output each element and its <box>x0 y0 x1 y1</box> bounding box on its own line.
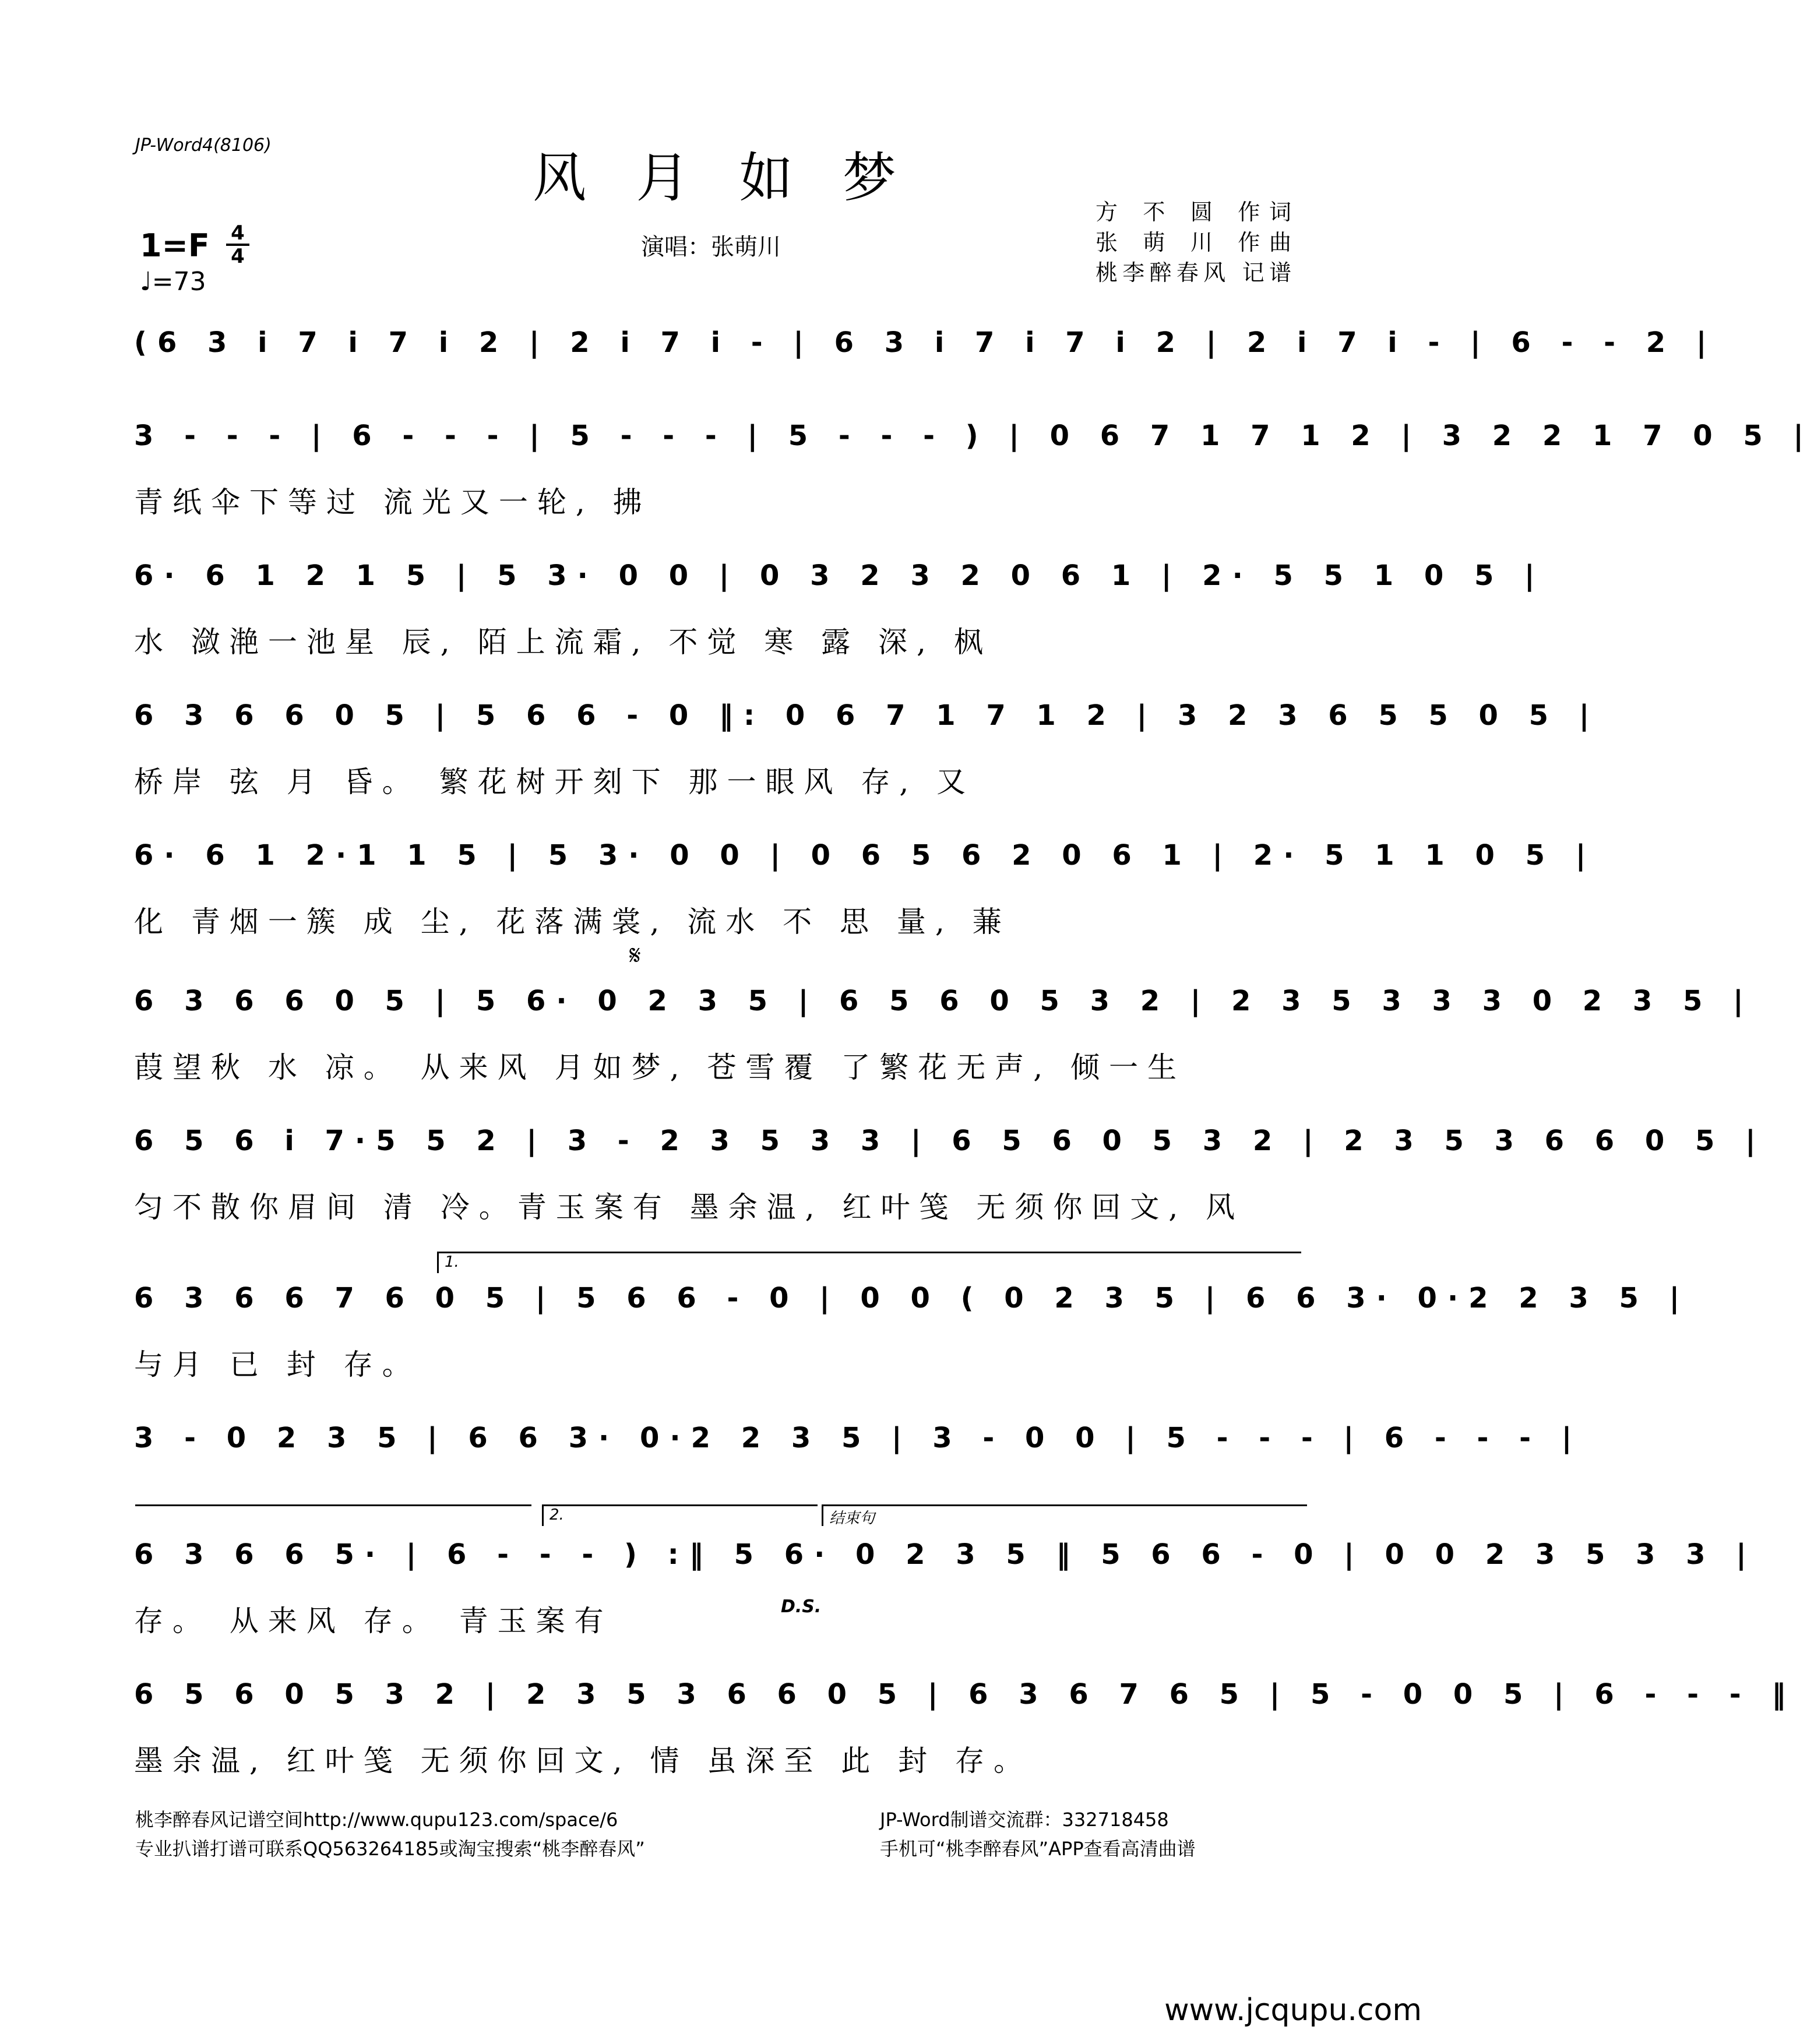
lyricist-credit: 方 不 圆 作词 <box>1096 199 1294 225</box>
transcriber-credit: 桃李醉春风 记谱 <box>1096 260 1294 286</box>
segno-mark: 𝄋 <box>629 939 641 971</box>
page-title: 风 月 如 梦 <box>533 147 913 209</box>
lyrics: 青纸伞下等过 流光又一轮, 拂 <box>134 485 651 519</box>
lyrics: 桥岸 弦 月 昏。 繁花树开刻下 那一眼风 存, 又 <box>134 765 975 799</box>
volta-first-continuation <box>135 1504 531 1506</box>
score-line-5 <box>134 839 1597 956</box>
footer-left <box>135 1805 645 1863</box>
watermark: www.jcqupu.com <box>1164 1993 1422 2028</box>
credits <box>1096 197 1294 288</box>
coda-ending <box>822 1504 1307 1526</box>
footer-right-line-2: 手机可“桃李醉春风”APP查看高清曲谱 <box>880 1838 1196 1860</box>
score-line-4 <box>134 699 1600 816</box>
notes: 6 3 6 6 7 6 0 5 | 5 6 6 - 0 | 0 0 ( 0 2 3 5 | 6 6 3· 0·2 2 3 5 | <box>134 1282 1690 1314</box>
singer-label: 演唱：张萌川 <box>641 234 781 260</box>
volta-first-ending <box>437 1252 1301 1273</box>
time-signature-top: 4 <box>231 221 245 245</box>
score-line-3 <box>134 559 1545 676</box>
footer-left-line-2: 专业扒谱打谱可联系QQ563264185或淘宝搜索“桃李醉春风” <box>135 1838 645 1860</box>
time-signature <box>226 221 249 268</box>
tempo-marking: ♩=73 <box>140 267 206 297</box>
notes: 6· 6 1 2 1 5 | 5 3· 0 0 | 0 3 2 3 2 0 6 1 | 2· 5 5 1 0 5 | <box>134 559 1545 592</box>
lyrics: 匀不散你眉间 清 冷。青玉案有 墨余温, 红叶笺 无须你回文, 风 <box>134 1190 1245 1224</box>
key-signature: 1=F <box>140 227 210 264</box>
notes: 6 3 6 6 0 5 | 5 6· 0 2 3 5 | 6 5 6 0 5 3 2 | 2 3 5 3 3 3 0 2 3 5 | <box>134 985 1754 1017</box>
footer-right-line-1: JP-Word制谱交流群：332718458 <box>880 1809 1169 1831</box>
time-signature-bottom: 4 <box>231 245 245 268</box>
lyrics: 葭望秋 水 凉。 从来风 月如梦, 苍雪覆 了繁花无声, 倾一生 <box>134 1051 1186 1084</box>
score-line-2 <box>134 420 1814 536</box>
volta-second-ending <box>542 1504 818 1526</box>
notes: 3 - - - | 6 - - - | 5 - - - | 5 - - - ) | 0 6 7 1 7 1 2 | 3 2 2 1 7 0 5 | <box>134 420 1814 452</box>
lyrics: 化 青烟一簇 成 尘, 花落满裳, 流水 不 思 量, 蒹 <box>134 905 1011 939</box>
notes: 6 5 6 i 7·5 5 2 | 3 - 2 3 5 3 3 | 6 5 6 0 5 3 2 | 2 3 5 3 6 6 0 5 | <box>134 1125 1766 1157</box>
volta-first-label: 1. <box>445 1253 459 1271</box>
notes: 3 - 0 2 3 5 | 6 6 3· 0·2 2 3 5 | 3 - 0 0 | 5 - - - | 6 - - - | <box>134 1422 1583 1454</box>
score-line-11 <box>134 1678 1797 1795</box>
lyrics: 水 潋滟一池星 辰, 陌上流霜, 不觉 寒 露 深, 枫 <box>134 625 992 659</box>
ds-marking: D.S. <box>781 1597 822 1617</box>
score-line-10 <box>134 1538 1757 1655</box>
score-line-8 <box>134 1282 1690 1398</box>
notes: 6 5 6 0 5 3 2 | 2 3 5 3 6 6 0 5 | 6 3 6 7 6 5 | 5 - 0 0 5 | 6 - - - ‖ <box>134 1678 1797 1711</box>
volta-second-label: 2. <box>550 1506 564 1524</box>
lyrics: 墨余温, 红叶笺 无须你回文, 情 虽深至 此 封 存。 <box>134 1744 1033 1778</box>
footer-left-line-1: 桃李醉春风记谱空间http://www.qupu123.com/space/6 <box>135 1809 618 1831</box>
notes: 6· 6 1 2·1 1 5 | 5 3· 0 0 | 0 6 5 6 2 0 6 1 | 2· 5 1 1 0 5 | <box>134 839 1597 872</box>
coda-label: 结束句 <box>829 1510 875 1527</box>
notes: 6 3 6 6 0 5 | 5 6 6 - 0 ‖: 0 6 7 1 7 1 2 | 3 2 3 6 5 5 0 5 | <box>134 699 1600 732</box>
lyrics: 存。 从来风 存。 青玉案有 <box>134 1604 613 1638</box>
score-line-7 <box>134 1125 1766 1241</box>
score-line-6 <box>134 985 1754 1101</box>
software-label: JP-Word4(8106) <box>135 135 272 156</box>
notes: (6 3 i 7 i 7 i 2 | 2 i 7 i - | 6 3 i 7 i 7 i 2 | 2 i 7 i - | 6 - - 2 | <box>134 326 1717 359</box>
footer-right <box>880 1805 1196 1863</box>
lyrics: 与月 已 封 存。 <box>134 1348 421 1382</box>
composer-credit: 张 萌 川 作曲 <box>1096 230 1294 255</box>
notes: 6 3 6 6 5· | 6 - - - ) :‖ 5 6· 0 2 3 5 ‖ 5 6 6 - 0 | 0 0 2 3 5 3 3 | <box>134 1538 1757 1571</box>
